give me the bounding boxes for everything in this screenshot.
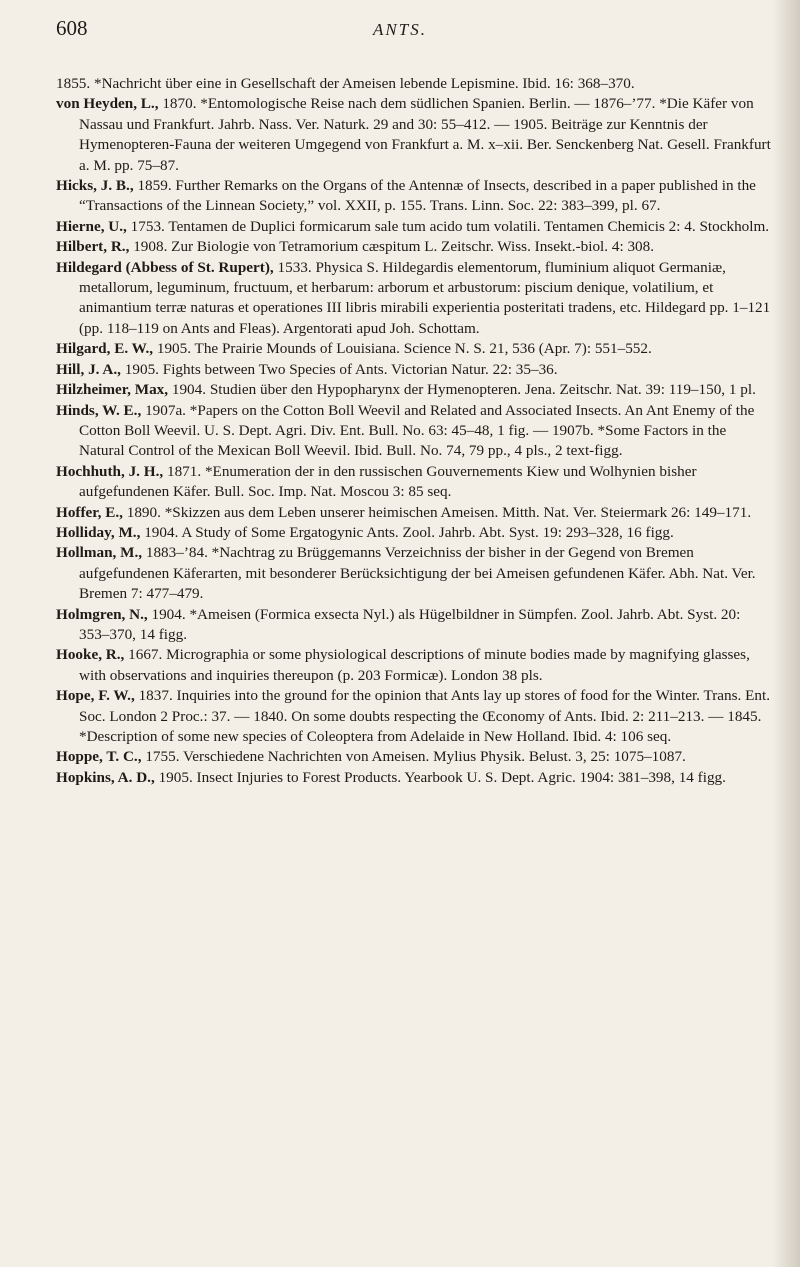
entry-text: 1907a. *Papers on the Cotton Boll Weevil and Related and Associated Insects. An Ant Enemy of the Cotton Boll Weevil. U. S. Dept. Agri. Div. Ent. Bull. No. 63: 45–48, 1 fig. — 1907b. *Some Factors in the Natural Control of the Mexican Boll Weevil. Ibid. Bull. No. 74, 79 pp., 4 pls., 2 text-figg. [79, 401, 755, 460]
entry-author: Holmgren, N., [56, 605, 148, 623]
entry-text: 1890. *Skizzen aus dem Leben unserer heimischen Ameisen. Mitth. Nat. Ver. Steiermark 26: 149–171. [122, 503, 752, 521]
entry-author: Hooke, R., [56, 646, 125, 664]
entry-author: Hope, F. W., [56, 687, 135, 705]
entry-text: 1904. Studien über den Hypopharynx der Hymenopteren. Jena. Zeitschr. Nat. 39: 119–150, 1 pl. [168, 381, 756, 399]
entry-author: Hilzheimer, Max, [56, 381, 169, 399]
bibliography-entry [56, 74, 772, 94]
entry-text: 1859. Further Remarks on the Organs of the Antennæ of Insects, described in a paper published in the “Transactions of the Linnean Society,” vol. XXII, p. 155. Trans. Linn. Soc. 22: 383–399, pl. 67. [79, 177, 756, 215]
entry-author: Hoppe, T. C., [56, 748, 142, 766]
entry-text: 1855. *Nachricht über eine in Gesellschaft der Ameisen lebende Lepismine. Ibid. 16: 368–370. [56, 75, 635, 92]
entry-author: Hilbert, R., [56, 238, 130, 256]
entry-text: 1533. Physica S. Hildegardis elementorum, fluminium aliquot Germaniæ, metallorum, leguminum, fructuum, et herbarum: arborum et arbustorum: piscium denique, volatilium, et animantium terræ naturas et operationes III libris mirabili experientia posteritati tradens, etc. Hildegard pp. 1–121 (pp. 118–119 on Ants and Fleas). Argentorati apud Joh. Schottam. [79, 258, 771, 337]
entry-text: 1837. Inquiries into the ground for the opinion that Ants lay up stores of food for the Winter. Trans. Ent. Soc. London 2 Proc.: 37. — 1840. On some doubts respecting the Œconomy of Ants. Ibid. 2: 211–213. — 1845. *Description of some new species of Coleoptera from Adelaide in New Holland. Ibid. 4: 106 seq. [79, 687, 771, 745]
entry-author: Hopkins, A. D., [56, 768, 155, 786]
entry-text: 1908. Zur Biologie von Tetramorium cæspitum L. Zeitschr. Wiss. Insekt.-biol. 4: 308. [129, 238, 655, 256]
bibliography-entry [56, 686, 772, 747]
bibliography-entry [56, 360, 772, 380]
entry-text: 1904. A Study of Some Ergatogynic Ants. Zool. Jahrb. Abt. Syst. 19: 293–328, 16 figg. [140, 523, 674, 541]
entry-author: Hinds, W. E., [56, 401, 142, 419]
entry-author: Hilgard, E. W., [56, 340, 154, 358]
bibliography-entry [56, 645, 772, 686]
bibliography-entry [56, 462, 772, 503]
entry-author: Hoffer, E., [56, 503, 123, 521]
bibliography-entry [56, 339, 772, 359]
entry-text: 1905. The Prairie Mounds of Louisiana. Science N. S. 21, 536 (Apr. 7): 551–552. [153, 340, 652, 358]
entry-text: 1883–’84. *Nachtrag zu Brüggemanns Verzeichniss der bisher in der Gegend von Bremen aufgefundenen Käferarten, mit besonderer Berücksichtigung der bei Ameisen gefundenen Käfer. Abh. Nat. Ver. Bremen 7: 477–479. [79, 544, 756, 603]
bibliography-entry [56, 258, 772, 340]
bibliography-entry [56, 401, 772, 462]
bibliography-entry [56, 380, 772, 400]
bibliography-entry [56, 747, 772, 767]
entry-text: 1905. Insect Injuries to Forest Products. Yearbook U. S. Dept. Agric. 1904: 381–398, 14 figg. [154, 768, 726, 786]
entry-author: Hicks, J. B., [56, 177, 134, 195]
entry-text: 1904. *Ameisen (Formica exsecta Nyl.) als Hügelbildner in Sümpfen. Zool. Jahrb. Abt. Syst. 20: 353–370, 14 figg. [79, 605, 741, 643]
bibliography-list [56, 74, 772, 788]
entry-text: 1667. Micrographia or some physiological descriptions of minute bodies made by magnifying glasses, with observations and inquiries thereupon (p. 203 Formicæ). London 38 pls. [79, 646, 750, 684]
entry-author: Hierne, U., [56, 217, 127, 235]
bibliography-entry [56, 503, 772, 523]
entry-author: Hildegard (Abbess of St. Rupert), [56, 258, 274, 276]
entry-author: Holliday, M., [56, 523, 141, 541]
entry-text: 1753. Tentamen de Duplici formicarum sale tum acido tum volatili. Tentamen Chemicis 2: 4. Stockholm. [126, 217, 770, 235]
bibliography-entry [56, 543, 772, 604]
bibliography-entry [56, 217, 772, 237]
page-number: 608 [56, 16, 88, 40]
bibliography-entry [56, 176, 772, 217]
entry-author: Hollman, M., [56, 544, 143, 562]
entry-text: 1905. Fights between Two Species of Ants. Victorian Natur. 22: 35–36. [120, 360, 558, 378]
bibliography-entry [56, 605, 772, 646]
bibliography-entry [56, 768, 772, 788]
entry-text: 1871. *Enumeration der in den russischen Gouvernements Kiew und Wolhynien bisher aufgefundenen Käfer. Bull. Soc. Imp. Nat. Moscou 3: 85 seq. [79, 462, 697, 501]
page-edge-shadow [772, 0, 800, 1267]
bibliography-entry [56, 237, 772, 257]
running-head: ANTS. [373, 20, 427, 39]
entry-text: 1755. Verschiedene Nachrichten von Ameisen. Mylius Physik. Belust. 3, 25: 1075–1087. [141, 748, 686, 766]
entry-author: Hill, J. A., [56, 360, 121, 378]
entry-text: 1870. *Entomologische Reise nach dem südlichen Spanien. Berlin. — 1876–’77. *Die Käfer von Nassau und Frankfurt. Jahrb. Nass. Ver. Naturk. 29 and 30: 55–412. — 1905. Beiträge zur Kenntnis der Hymenopteren-Fauna der weiteren Umgegend von Frankfurt a. M. x–xii. Ber. Senckenberg Nat. Gesell. Frankfurt a. M. pp. 75–87. [79, 95, 771, 174]
bibliography-entry [56, 523, 772, 543]
bibliography-entry [56, 94, 772, 176]
entry-author: von Heyden, L., [56, 95, 159, 113]
entry-author: Hochhuth, J. H., [56, 462, 164, 480]
